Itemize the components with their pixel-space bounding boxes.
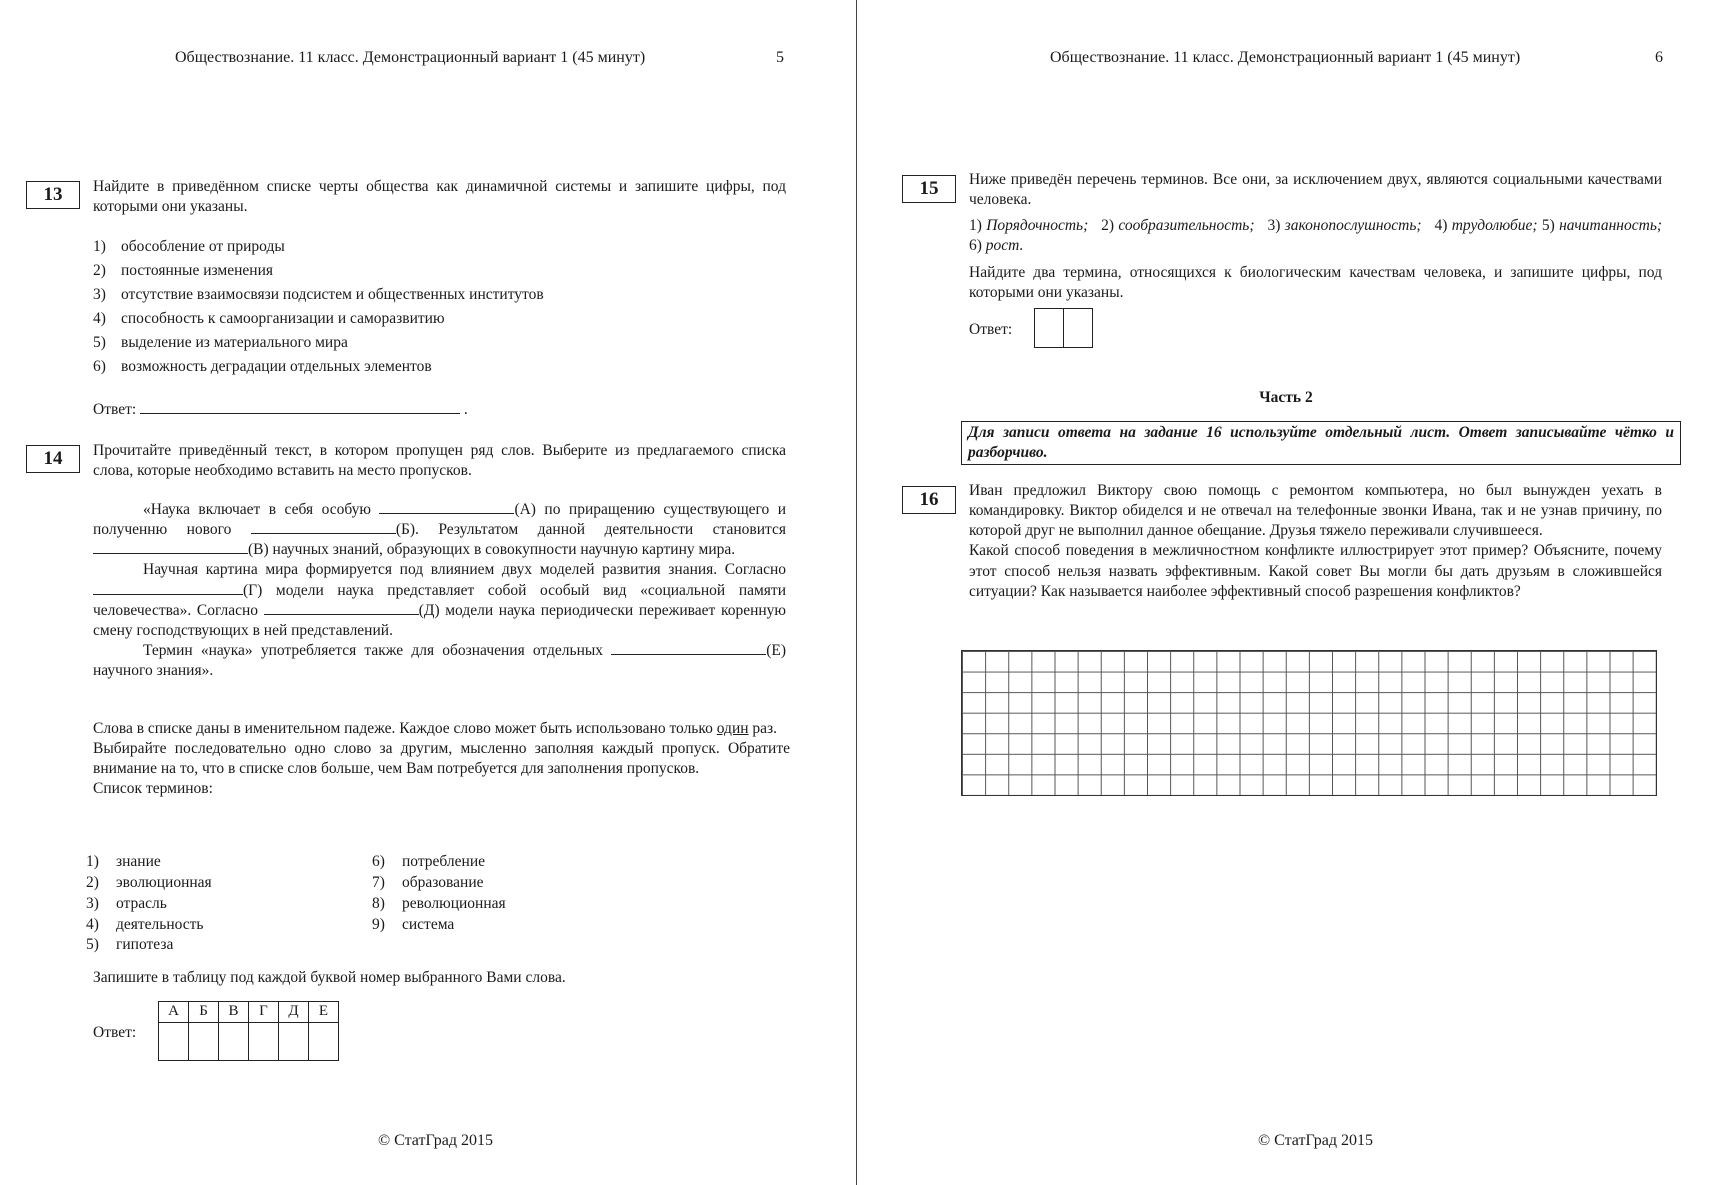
page-footer: © СтатГрад 2015 [1258,1132,1373,1149]
table-header-cell: Г [249,1002,279,1023]
part-2-note: Для записи ответа на задание 16 используйте отдельный лист. Ответ записывайте чётко и разборчиво. [961,421,1681,465]
task-16-text: Иван предложил Виктору свою помощь с ремонтом компьютера, но был вынужден уехать в командировку. Виктор обиделся и не отвечал на телефонные звонки Ивана, так и не узнав причину, по которой друг не выполнил данное обещание. Друзья тяжело переживали случившееся. Какой способ поведения в межличностном конфликте иллюстрирует этот пример? Объясните, почему этот способ нельзя назвать эффективным. Какой совет Вы могли бы дать друзьям в сложившейся ситуации? Как называется наиболее эффективный способ разрешения конфликтов? [969,482,1662,600]
task-14-text: «Наука включает в себя особую (А) по приращению существующего и полученню нового (Б). Результатом данной деятельности становится (В) научных знаний, образующих в совокупности научную картину мира. Научная картина мира формируется под влиянием двух моделей развития знания. Согласно (Г) модели наука представляет собой особый вид «социальной памяти человечества». Согласно (Д) модели наука периодически переживает коренную смену господствующих в ней представлений. Термин «наука» употребляется также для обозначения отдельных (Е) научного знания». [93,501,787,680]
task-15-prompt: Ниже приведён перечень терминов. Все они, за исключением двух, являются социальными качествами человека. [969,171,1662,209]
term-item: 6) потребление [372,853,486,870]
table-header-cell: Е [309,1002,339,1023]
task-13-option: 1) обособление от природы [93,238,285,255]
answer-cell[interactable] [279,1022,309,1060]
task-13-prompt: Найдите в приведённом списке черты общества как динамичной системы и запишите цифры, под которыми они указаны. [93,178,786,216]
task-13-option: 5) выделение из материального мира [93,334,348,351]
task-13-option: 3) отсутствие взаимосвязи подсистем и общественных институтов [93,286,544,303]
task-13-option: 6) возможность деградации отдельных элементов [93,358,432,375]
answer-line[interactable] [140,401,460,414]
left-page [0,0,856,1185]
answer-cell[interactable] [189,1022,219,1060]
page-divider [856,0,857,1185]
term-item: 2) эволюционная [86,874,212,891]
answer-cell[interactable] [1063,308,1093,348]
term-item: 4) деятельность [86,916,204,933]
answer-cell[interactable] [159,1022,189,1060]
task-13-option: 2) постоянные изменения [93,262,274,279]
table-header-cell: А [159,1002,189,1023]
page-footer: © СтатГрад 2015 [378,1132,493,1149]
task-15-answer-label: Ответ: [969,321,1013,338]
page-number: 6 [1655,49,1663,66]
task-13-option: 4) способность к самоорганизации и саморазвитию [93,310,445,327]
page-number: 5 [776,49,784,66]
answer-label: Ответ: [93,401,137,418]
term-item: 7) образование [372,874,484,891]
task-15-terms: 1) Порядочность; 2) сообразительность; 3) законопослушность; 4) трудолюбие; 5) начитанность; 6) рост. [969,217,1663,255]
part-2-title: Часть 2 [1259,389,1313,406]
term-item: 5) гипотеза [86,936,174,953]
task-14-instructions: Слова в списке даны в именительном падеже. Каждое слово может быть использовано только один раз. Выбирайте последовательно одно слово за другим, мысленно заполняя каждый пропуск. Обратите внимание на то, что в списке слов больше, чем Вам потребуется для заполнения пропусков. Список терминов: [93,720,790,798]
table-instruction: Запишите в таблицу под каждой буквой номер выбранного Вами слова. [93,969,566,986]
answer-table [158,1001,339,1061]
task-14-answer-label: Ответ: [93,1024,137,1041]
term-item: 9) система [372,916,455,933]
task-15-number: 15 [902,175,956,203]
task-13-number: 13 [26,181,80,209]
answer-cell[interactable] [249,1022,279,1060]
task-14-prompt: Прочитайте приведённый текст, в котором пропущен ряд слов. Выберите из предлагаемого списка слова, которые необходимо вставить на место пропусков. [93,442,786,480]
answer-cell[interactable] [309,1022,339,1060]
term-item: 3) отрасль [86,895,167,912]
task-14-number: 14 [26,445,80,473]
answer-grid[interactable] [961,650,1657,796]
term-item: 1) знание [86,853,161,870]
task-13-answer: Ответ: . [93,401,468,418]
term-item: 8) революционная [372,895,506,912]
right-page [858,0,1714,1185]
table-header-cell: Б [189,1002,219,1023]
page-header: Обществознание. 11 класс. Демонстрационный вариант 1 (45 минут) [175,49,646,66]
task-15-question: Найдите два термина, относящихся к биологическим качествам человека, и запишите цифры, под которыми они указаны. [969,264,1662,302]
page-header: Обществознание. 11 класс. Демонстрационный вариант 1 (45 минут) [1050,49,1521,66]
task-16-number: 16 [902,486,956,514]
table-header-cell: Д [279,1002,309,1023]
table-header-cell: В [219,1002,249,1023]
answer-cell[interactable] [1034,308,1064,348]
answer-cell[interactable] [219,1022,249,1060]
